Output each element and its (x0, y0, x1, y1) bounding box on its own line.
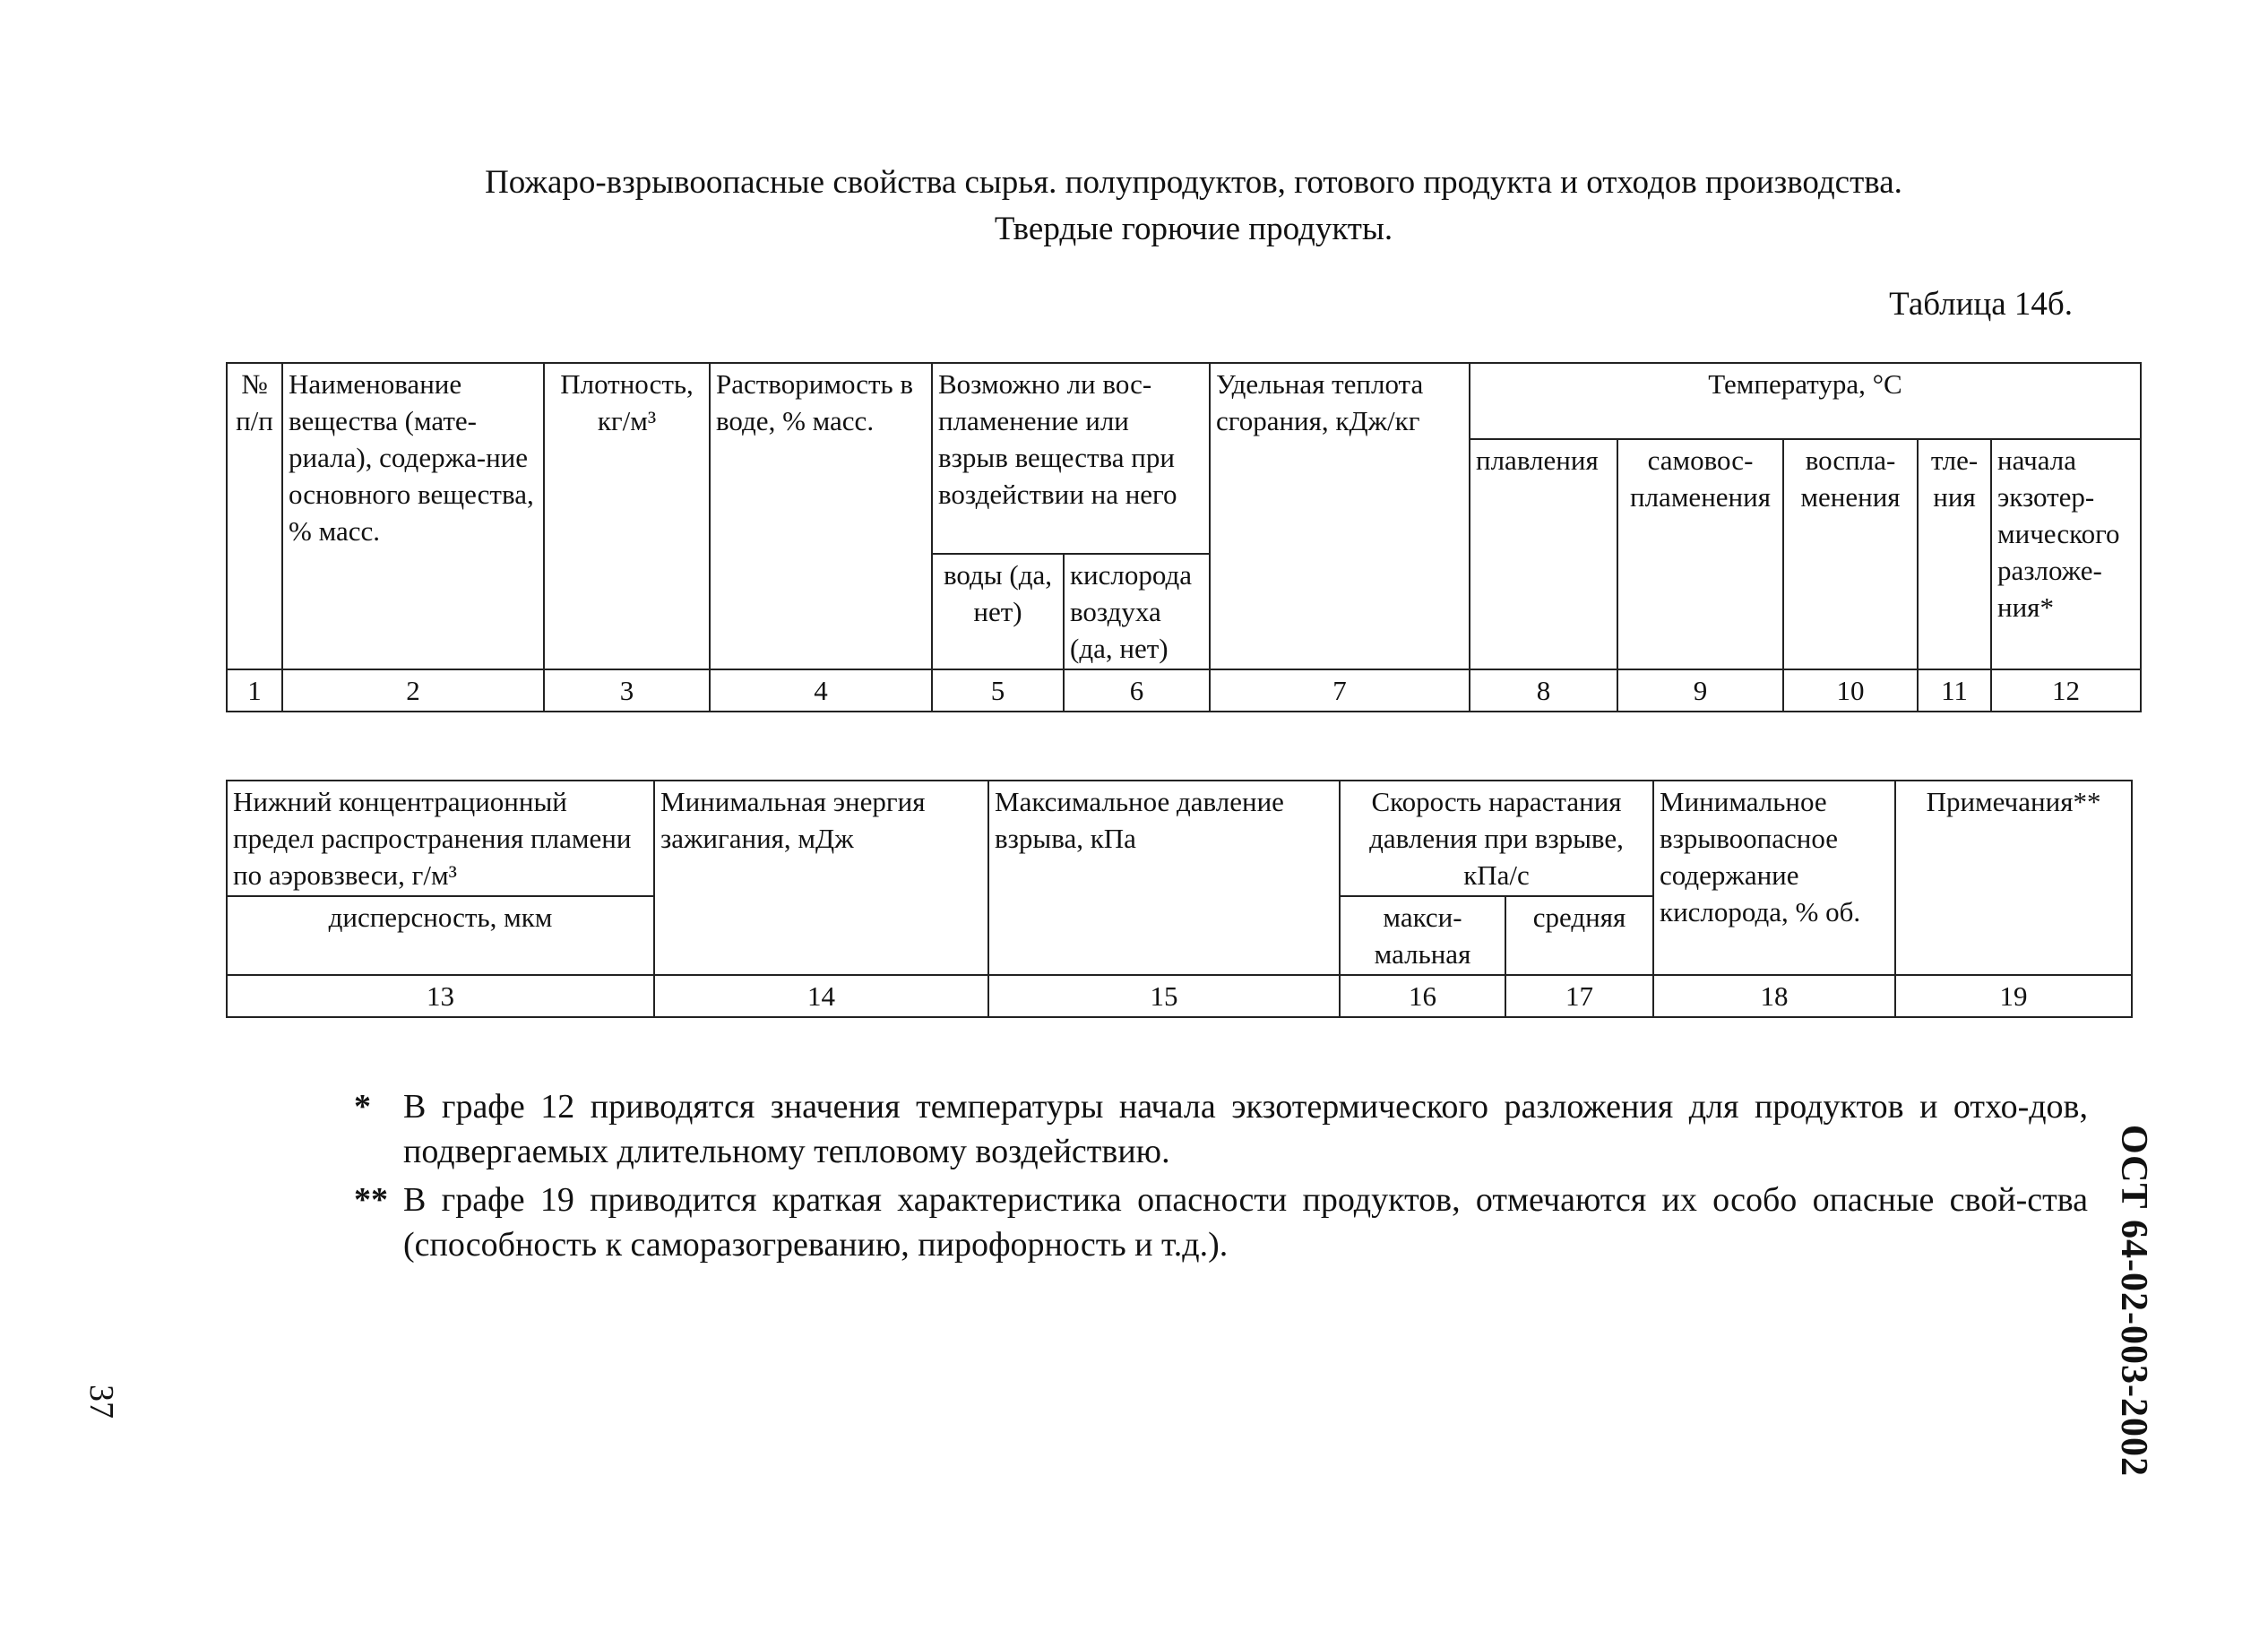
col-number: 3 (544, 669, 710, 712)
col-number: 14 (654, 975, 988, 1017)
col-number: 9 (1617, 669, 1783, 712)
col-number: 17 (1505, 975, 1653, 1017)
header-solubility: Растворимость в воде, % масс. (710, 363, 932, 669)
col-number: 1 (227, 669, 282, 712)
header-max-explosion-pressure: Максимальное давление взрыва, кПа (988, 781, 1340, 975)
footnote-mark: ** (354, 1181, 388, 1219)
header-flash: воспла-менения (1783, 439, 1918, 669)
col-number: 5 (932, 669, 1064, 712)
header-dispersity: дисперсность, мкм (227, 896, 654, 975)
col-number: 18 (1653, 975, 1895, 1017)
table-label: Таблица 14б. (1889, 286, 2073, 323)
header-temperature: Температура, °С (1470, 363, 2141, 439)
footnotes (354, 1084, 2088, 1271)
header-self-ignition: самовос-пламенения (1617, 439, 1783, 669)
col-number: 8 (1470, 669, 1617, 712)
properties-table-2 (226, 780, 2133, 1018)
header-min-ignition-energy: Минимальная энергия зажигания, мДж (654, 781, 988, 975)
footnote-text: В графе 12 приводятся значения температуры начала экзотермического разложения для продуктов и отхо-дов, подвергаемых длительному тепловому воздействию. (403, 1088, 2088, 1170)
footnote-text: В графе 19 приводится краткая характеристика опасности продуктов, отмечаются их особо опасные свой-ства (способность к саморазогреванию, пирофорность и т.д.). (403, 1181, 2088, 1264)
footnote (354, 1178, 2088, 1267)
header-ignition-possibility: Возможно ли вос-пламенение или взрыв вещества при воздействии на него (932, 363, 1210, 554)
document-code: ОСТ 64-02-003-2002 (2113, 1125, 2154, 1477)
header-pressure-rise-rate: Скорость нарастания давления при взрыве, кПа/с (1340, 781, 1653, 896)
col-number: 10 (1783, 669, 1918, 712)
header-num: № п/п (227, 363, 282, 669)
col-number: 13 (227, 975, 654, 1017)
header-notes: Примечания** (1895, 781, 2132, 975)
col-number: 7 (1210, 669, 1470, 712)
header-rate-average: средняя (1505, 896, 1653, 975)
header-oxygen: кислорода воздуха (да, нет) (1064, 554, 1210, 669)
header-lower-concentration-limit: Нижний концентрационный предел распространения пламени по аэровзвеси, г/м³ (227, 781, 654, 896)
col-number: 16 (1340, 975, 1505, 1017)
header-water: воды (да, нет) (932, 554, 1064, 669)
page-number: 37 (82, 1385, 120, 1419)
col-number: 15 (988, 975, 1340, 1017)
col-number: 6 (1064, 669, 1210, 712)
footnote-mark: * (354, 1088, 371, 1126)
footnote (354, 1084, 2088, 1174)
header-heat-of-combustion: Удельная теплота сгорания, кДж/кг (1210, 363, 1470, 669)
col-number: 4 (710, 669, 932, 712)
header-rate-max: макси-мальная (1340, 896, 1505, 975)
title-line-1: Пожаро-взрывоопасные свойства сырья. полупродуктов, готового продукта и отходов производства. (485, 164, 1902, 201)
col-number: 19 (1895, 975, 2132, 1017)
header-min-oxygen-content: Минимальное взрывоопасное содержание кислорода, % об. (1653, 781, 1895, 975)
col-number: 11 (1918, 669, 1991, 712)
col-number: 2 (282, 669, 544, 712)
properties-table-1 (226, 362, 2142, 712)
document-title (0, 160, 2268, 253)
header-substance-name: Наименование вещества (мате-риала), содержа-ние основного вещества, % масс. (282, 363, 544, 669)
header-density: Плотность, кг/м³ (544, 363, 710, 669)
header-smoldering: тле-ния (1918, 439, 1991, 669)
header-melting: плавления (1470, 439, 1617, 669)
col-number: 12 (1991, 669, 2141, 712)
title-line-2: Твердые горючие продукты. (994, 211, 1393, 247)
header-exothermic-decomposition: начала экзотер-мического разложе-ния* (1991, 439, 2141, 669)
